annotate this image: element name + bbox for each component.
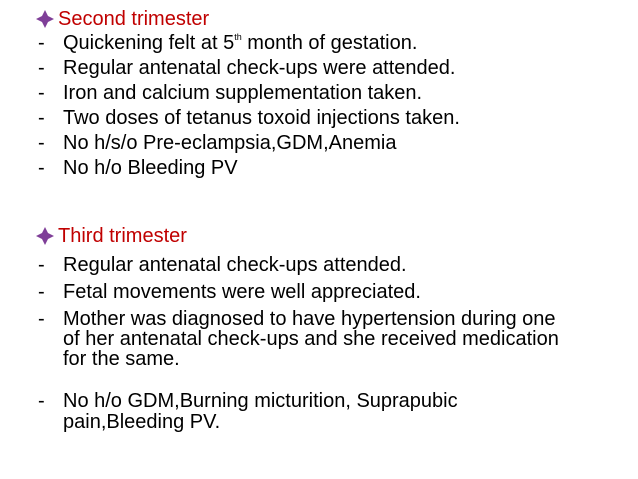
dash-bullet: - (38, 132, 45, 154)
dash-bullet: - (38, 308, 45, 330)
list-item-text: No h/o Bleeding PV (63, 157, 238, 179)
dash-bullet: - (38, 254, 45, 276)
list-item-line: No h/o GDM,Burning micturition, Suprapubic (63, 390, 458, 412)
dash-bullet: - (38, 390, 45, 412)
list-item-text: Two doses of tetanus toxoid injections taken. (63, 107, 460, 129)
list-item-text: Regular antenatal check-ups attended. (63, 254, 407, 276)
section-heading-text: Third trimester (58, 225, 187, 247)
list-item-line: for the same. (63, 348, 180, 370)
list-item-line: Mother was diagnosed to have hypertension during one (63, 308, 556, 330)
dash-bullet: - (38, 157, 45, 179)
diamond-bullet-icon (35, 9, 55, 29)
list-item-text: Quickening felt at 5th month of gestation. (63, 32, 418, 54)
list-item-text: Regular antenatal check-ups were attended. (63, 57, 456, 79)
list-item-text: No h/s/o Pre-eclampsia,GDM,Anemia (63, 132, 397, 154)
list-item-line: of her antenatal check-ups and she received medication (63, 328, 559, 350)
section-heading-text: Second trimester (58, 8, 210, 30)
dash-bullet: - (38, 281, 45, 303)
section-heading-third-trimester (35, 225, 187, 247)
dash-bullet: - (38, 32, 45, 54)
dash-bullet: - (38, 57, 45, 79)
list-item-line: pain,Bleeding PV. (63, 411, 221, 433)
section-heading-second-trimester (35, 8, 209, 30)
list-item-text: Iron and calcium supplementation taken. (63, 82, 423, 104)
dash-bullet: - (38, 82, 45, 104)
diamond-bullet-icon (35, 226, 55, 246)
dash-bullet: - (38, 107, 45, 129)
list-item-text: Fetal movements were well appreciated. (63, 281, 421, 303)
